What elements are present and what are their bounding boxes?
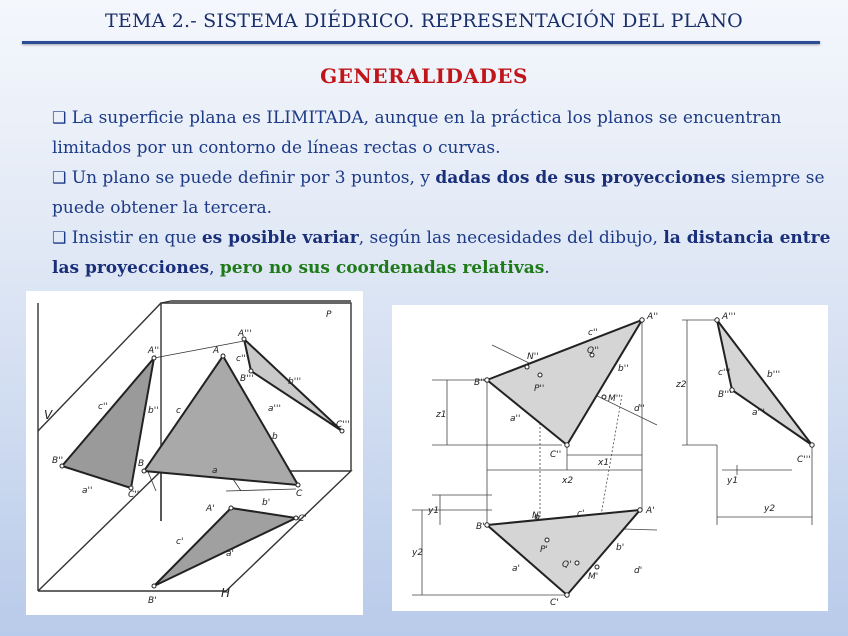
label-a3: A'''	[238, 329, 252, 339]
body-text	[52, 103, 842, 283]
label-a1-side: a'	[226, 549, 234, 559]
bullet-2-text-a: Un plano se puede definir por 3 puntos, y	[71, 168, 436, 188]
label-a-side: a	[212, 466, 218, 476]
label-b3: b'''	[767, 370, 781, 380]
label-M2: M''	[608, 394, 621, 404]
checkbox-icon: ❑	[52, 108, 67, 127]
dim-y1-right: y1	[727, 476, 739, 486]
dim-z1: z1	[436, 410, 447, 420]
label-N2: N''	[527, 352, 539, 362]
bullet-3-text-c: ,	[209, 257, 220, 278]
bullet-3-text-d: .	[544, 257, 550, 278]
section-heading: GENERALIDADES	[320, 64, 528, 88]
projection-diagram-svg	[392, 305, 828, 611]
label-a2: A''	[148, 346, 160, 356]
label-a: A	[213, 346, 220, 356]
isometric-plane-diagram	[26, 291, 363, 615]
label-A2: A''	[647, 312, 659, 322]
label-c1: c'	[176, 537, 184, 547]
dim-x2: x2	[562, 476, 574, 486]
label-a1: A'	[206, 504, 215, 514]
label-b1: b'	[616, 543, 625, 553]
plane-label-v: V	[44, 408, 53, 422]
label-a1: a'	[512, 564, 520, 574]
label-c1-point: C'	[298, 514, 307, 524]
label-A3: A'''	[722, 312, 736, 322]
label-b2-point: B''	[52, 456, 64, 466]
bullet-2	[52, 163, 842, 223]
label-Q2: Q''	[587, 346, 600, 356]
bullet-1-text: La superficie plana es ILIMITADA, aunque en la práctica los planos se encuentran limitados por un contorno de líneas rectas o curvas.	[52, 108, 782, 158]
label-b1-point: B'	[148, 596, 157, 606]
label-B1: B'	[476, 522, 485, 532]
label-c2: c''	[98, 402, 108, 412]
title-divider	[22, 41, 820, 44]
bullet-3-text-b: , según las necesidades del dibujo,	[358, 228, 664, 248]
bullet-2-text-b: siempre se puede obtener la tercera.	[52, 168, 825, 218]
label-a2: a''	[510, 414, 521, 424]
label-c-point: C	[296, 489, 303, 499]
bullet-3	[52, 223, 842, 283]
label-c2: c''	[588, 328, 598, 338]
orthographic-projection-diagram	[392, 305, 828, 611]
label-a2-side: a''	[82, 486, 93, 496]
label-d2: d''	[634, 404, 645, 414]
dim-y2-left: y2	[412, 548, 424, 558]
label-b3-side: b'''	[288, 377, 302, 387]
dim-y2-right: y2	[764, 504, 776, 514]
dim-y1-left: y1	[428, 506, 440, 516]
label-b: b	[272, 432, 278, 442]
label-P1: P'	[540, 545, 548, 555]
dim-z2: z2	[676, 380, 687, 390]
bullet-3-emphasis-a: es posible variar	[201, 228, 359, 248]
label-B3: B'''	[718, 390, 732, 400]
label-a3-side: a'''	[268, 404, 281, 414]
bullet-3-emphasis-b: la distancia entre las proyecciones	[52, 228, 831, 278]
label-b2: b''	[618, 364, 629, 374]
label-c2-point: C''	[128, 490, 140, 500]
label-c3: c'''	[236, 354, 249, 364]
label-N1: N'	[532, 511, 542, 521]
label-M1: M'	[588, 572, 599, 582]
label-b2: b''	[148, 406, 159, 416]
bullet-1	[52, 103, 842, 163]
bullet-3-emphasis-green: pero no sus coordenadas relativas	[219, 257, 545, 278]
plane-label-p: P	[326, 310, 332, 320]
label-b1: b'	[262, 498, 271, 508]
isometric-diagram-svg	[26, 291, 363, 615]
label-b-point: B	[138, 459, 145, 469]
label-C1: C'	[550, 598, 559, 608]
slide-title: TEMA 2.- SISTEMA DIÉDRICO. REPRESENTACIÓN DEL PLANO	[105, 10, 743, 32]
label-Q1: Q'	[562, 560, 572, 570]
label-A1: A'	[646, 506, 655, 516]
label-C2: C''	[550, 450, 562, 460]
label-C3: C'''	[797, 455, 811, 465]
plane-label-h: H	[221, 586, 231, 600]
label-c: c	[176, 406, 181, 416]
dim-x1: x1	[598, 458, 610, 468]
label-B2: B''	[474, 378, 486, 388]
label-c3: c'''	[718, 368, 731, 378]
label-c3-point: C'''	[336, 420, 350, 430]
bullet-2-emphasis: dadas dos de sus proyecciones	[435, 168, 726, 188]
checkbox-icon: ❑	[52, 228, 67, 247]
label-c1: c'	[577, 509, 585, 519]
label-b3: B'''	[240, 374, 254, 384]
label-P2: P''	[534, 384, 545, 394]
checkbox-icon: ❑	[52, 168, 67, 187]
label-d1: d'	[634, 566, 643, 576]
label-a3: a'''	[752, 408, 765, 418]
bullet-3-text-a: Insistir en que	[71, 228, 202, 248]
